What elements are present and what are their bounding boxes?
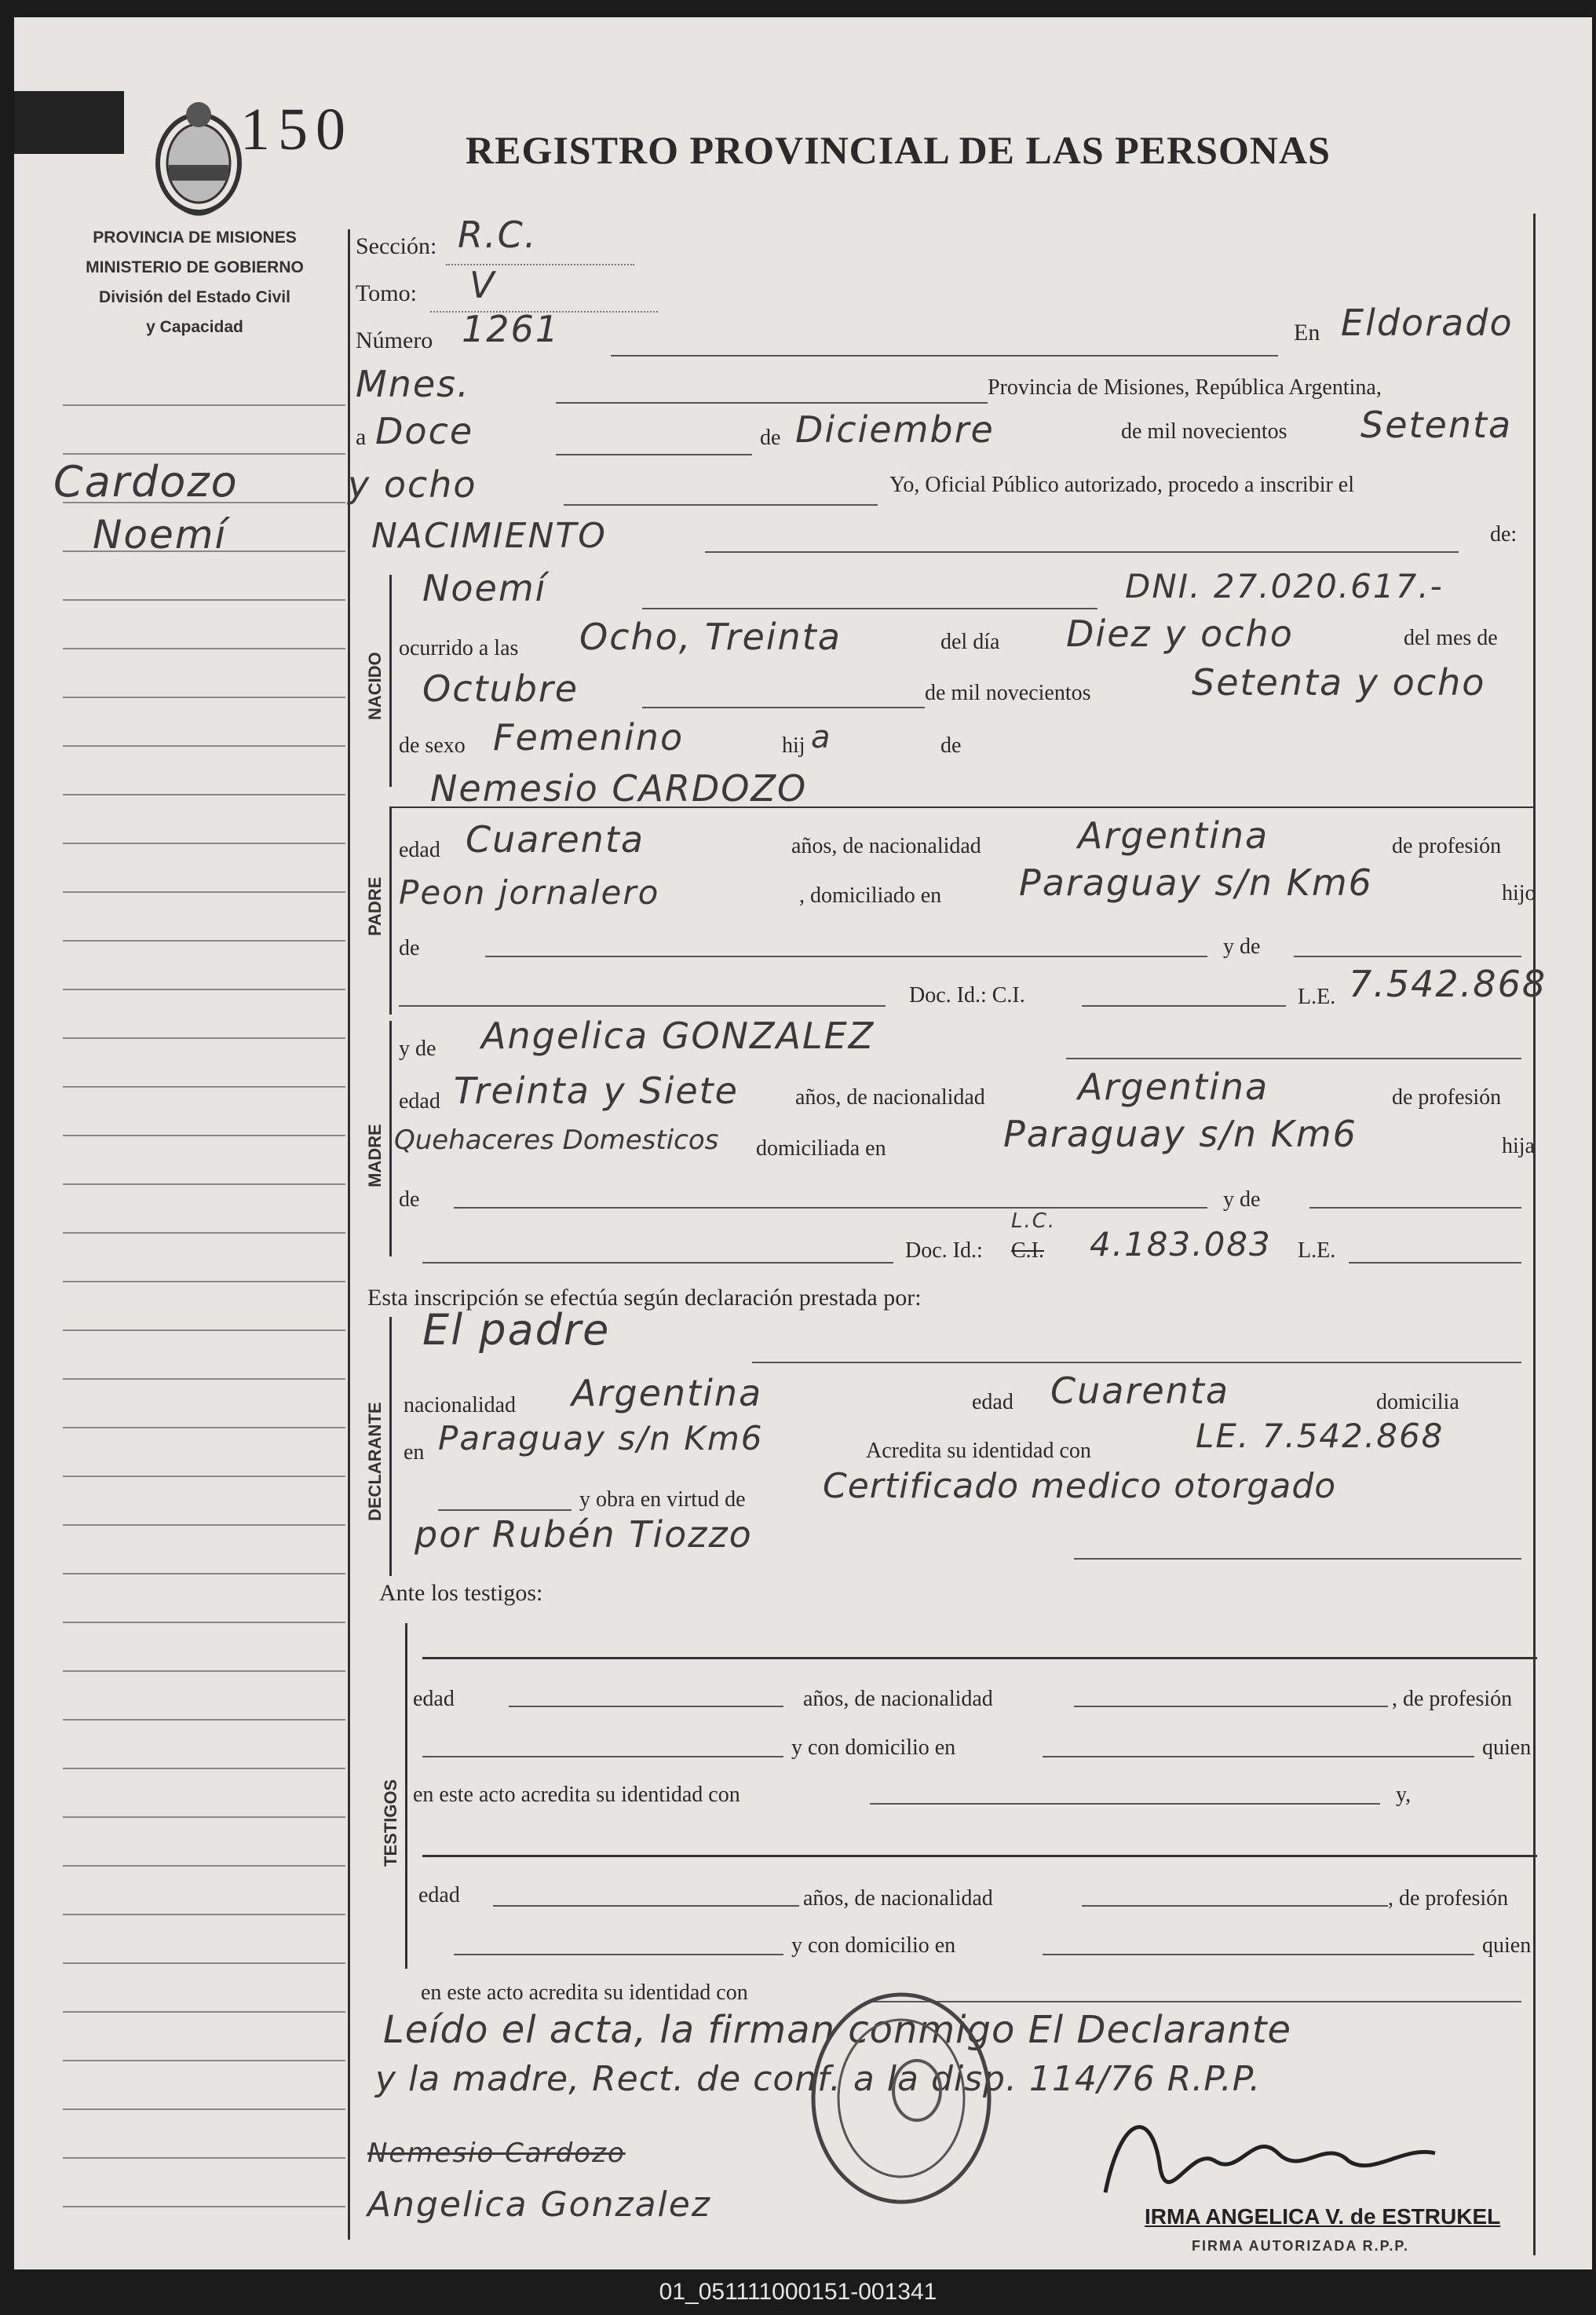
provincia-label: Provincia de Misiones, República Argentina, xyxy=(988,375,1382,400)
del-mes-label: del mes de xyxy=(1404,626,1498,650)
section-padre: PADRE xyxy=(365,876,385,936)
sexo-value: Femenino xyxy=(493,716,685,759)
madre-nacionalidad: Argentina xyxy=(1078,1066,1269,1108)
padre-nacionalidad: Argentina xyxy=(1078,814,1269,857)
madre-le-label: L.E. xyxy=(1298,1238,1336,1263)
testigo1-quien-label: quien xyxy=(1482,1735,1532,1760)
a-label: a xyxy=(356,424,367,450)
declarante-edad: Cuarenta xyxy=(1050,1370,1230,1412)
padre-domicilio: Paraguay s/n Km6 xyxy=(1019,861,1373,904)
declarante-documento: LE. 7.542.868 xyxy=(1196,1417,1444,1455)
hij-value: a xyxy=(811,719,832,755)
padre-nombre: Nemesio CARDOZO xyxy=(430,767,808,810)
numero-label: Número xyxy=(356,327,433,353)
coat-of-arms-icon xyxy=(144,85,254,226)
document-page xyxy=(14,17,1592,2269)
official-name: IRMA ANGELICA V. de ESTRUKEL xyxy=(1145,2204,1501,2229)
testigo1-nacionalidad-label: años, de nacionalidad xyxy=(803,1687,993,1711)
declarante-domicilia-label: domicilia xyxy=(1376,1390,1459,1414)
testigo2-domicilio-label: y con domicilio en xyxy=(791,1933,956,1958)
section-declarante: DECLARANTE xyxy=(365,1402,385,1521)
page-number: 150 xyxy=(240,97,353,163)
de-label: de xyxy=(760,426,781,450)
declarante-acredita-label: Acredita su identidad con xyxy=(866,1439,1091,1463)
testigos-intro: Ante los testigos: xyxy=(379,1580,543,1606)
testigo1-profesion-label: , de profesión xyxy=(1392,1687,1513,1711)
section-testigos: TESTIGOS xyxy=(381,1779,400,1867)
declarante-edad-label: edad xyxy=(972,1390,1013,1414)
madre-profesion: Quehaceres Domesticos xyxy=(394,1125,719,1156)
declarante-domicilio: Paraguay s/n Km6 xyxy=(438,1419,764,1457)
padre-y-de-label: y de xyxy=(1223,934,1261,959)
form-left-rule xyxy=(348,229,350,2240)
sexo-label: de sexo xyxy=(399,733,466,758)
ocurrido-label: ocurrido a las xyxy=(399,636,519,660)
madre-doc-type-struck: C.I. xyxy=(1011,1238,1044,1263)
tomo-value: V xyxy=(469,264,496,306)
section-nacido: NACIDO xyxy=(365,652,385,720)
padre-edad-label: edad xyxy=(399,838,440,862)
padre-profesion: Peon jornalero xyxy=(399,873,660,912)
nacido-dni: DNI. 27.020.617.- xyxy=(1125,567,1444,605)
testigo2-acredita-label: en este acto acredita su identidad con xyxy=(421,1980,748,2005)
oficial-label: Yo, Oficial Público autorizado, procedo a inscribir el xyxy=(889,473,1355,497)
org-line-2: MINISTERIO DE GOBIERNO xyxy=(86,258,304,276)
margin-surname: Cardozo xyxy=(53,457,239,507)
hij-label: hij xyxy=(782,733,805,758)
madre-doc-value: 4.183.083 xyxy=(1090,1225,1272,1264)
numero-value: 1261 xyxy=(462,308,561,350)
page-tab-mark xyxy=(14,91,124,154)
closing-line-1: Leído el acta, la firman conmigo El Declarante xyxy=(383,2008,1292,2052)
declarante-nacionalidad-label: nacionalidad xyxy=(404,1393,517,1417)
signature-mother: Angelica Gonzalez xyxy=(367,2185,711,2225)
en-label: En xyxy=(1294,320,1320,346)
anio-value: Setenta xyxy=(1360,404,1513,446)
official-signature-icon xyxy=(1090,2098,1498,2216)
madre-nombre: Angelica GONZALEZ xyxy=(481,1015,875,1057)
nacido-nombre: Noemí xyxy=(422,567,547,609)
declarante-certificado: Certificado medico otorgado xyxy=(823,1466,1337,1506)
madre-edad: Treinta y Siete xyxy=(454,1070,739,1112)
org-line-4: y Capacidad xyxy=(146,318,243,336)
madre-de-label: de xyxy=(399,1187,420,1212)
madre-doc-type-written: L.C. xyxy=(1011,1209,1057,1233)
dia-nacimiento: Diez y ocho xyxy=(1066,613,1294,655)
padre-hijo-label: hijo xyxy=(1502,881,1536,905)
testigo2-nacionalidad-label: años, de nacionalidad xyxy=(803,1886,993,1911)
padre-profesion-label: de profesión xyxy=(1392,834,1502,858)
declarante-intro: Esta inscripción se efectúa según declaración prestada por: xyxy=(367,1285,922,1311)
madre-edad-label: edad xyxy=(399,1089,440,1114)
document-title: REGISTRO PROVINCIAL DE LAS PERSONAS xyxy=(466,128,1331,172)
testigo1-y-label: y, xyxy=(1396,1783,1412,1807)
signature-father: Nemesio Cardozo xyxy=(367,2138,626,2169)
closing-line-2: y la madre, Rect. de conf. a la disp. 114/76 R.P.P. xyxy=(375,2059,1262,2099)
testigo1-acredita-label: en este acto acredita su identidad con xyxy=(413,1783,740,1807)
dia-value: Doce xyxy=(375,410,474,452)
testigo2-profesion-label: , de profesión xyxy=(1388,1886,1509,1911)
padre-de-label: de xyxy=(399,936,420,960)
tomo-label: Tomo: xyxy=(356,280,417,306)
official-role: FIRMA AUTORIZADA R.P.P. xyxy=(1192,2238,1410,2254)
declarante-nombre: El padre xyxy=(422,1305,611,1355)
madre-domicilio-label: domiciliada en xyxy=(756,1136,886,1161)
madre-domicilio: Paraguay s/n Km6 xyxy=(1003,1113,1357,1155)
testigo1-edad-label: edad xyxy=(413,1687,455,1711)
hora-value: Ocho, Treinta xyxy=(579,616,842,658)
mes-nacimiento: Octubre xyxy=(422,667,579,710)
mil-novecientos-nacido: de mil novecientos xyxy=(925,681,1091,705)
padre-edad: Cuarenta xyxy=(466,818,645,861)
padre-le-label: L.E. xyxy=(1298,985,1336,1009)
padre-domicilio-label: , domiciliado en xyxy=(799,883,942,908)
mil-novecientos-label: de mil novecientos xyxy=(1121,419,1287,444)
en-value: Eldorado xyxy=(1341,302,1514,344)
issuing-organization xyxy=(46,223,344,342)
testigo2-edad-label: edad xyxy=(418,1883,460,1907)
hij-de-label: de xyxy=(940,733,962,758)
margin-given-name: Noemí xyxy=(93,512,228,558)
anio-nacimiento: Setenta y ocho xyxy=(1192,661,1486,704)
acto-value: NACIMIENTO xyxy=(371,516,607,556)
section-madre: MADRE xyxy=(365,1124,385,1187)
madre-profesion-label: de profesión xyxy=(1392,1085,1502,1110)
form-right-rule xyxy=(1533,214,1536,2255)
padre-nacionalidad-label: años, de nacionalidad xyxy=(791,834,981,858)
testigo1-domicilio-label: y con domicilio en xyxy=(791,1735,956,1760)
madre-y-de2-label: y de xyxy=(1223,1187,1261,1212)
declarante-obra-label: y obra en virtud de xyxy=(579,1487,746,1512)
declarante-en-label: en xyxy=(404,1440,425,1465)
declarante-certificado-cont: por Rubén Tiozzo xyxy=(415,1513,753,1556)
org-line-3: División del Estado Civil xyxy=(99,288,290,306)
seccion-value: R.C. xyxy=(458,214,538,256)
seccion-label: Sección: xyxy=(356,233,437,259)
padre-docid-label: Doc. Id.: C.I. xyxy=(909,983,1025,1008)
madre-hija-label: hija xyxy=(1502,1134,1535,1158)
mes-value: Diciembre xyxy=(795,408,995,451)
declarante-nacionalidad: Argentina xyxy=(572,1372,763,1414)
padre-le-value: 7.542.868 xyxy=(1349,963,1547,1005)
de-colon-label: de: xyxy=(1490,522,1517,547)
org-line-1: PROVINCIA DE MISIONES xyxy=(93,229,297,247)
madre-nacionalidad-label: años, de nacionalidad xyxy=(795,1085,985,1110)
madre-docid-label: Doc. Id.: xyxy=(905,1238,983,1263)
testigo2-quien-label: quien xyxy=(1482,1933,1532,1958)
official-seal-icon xyxy=(807,1988,995,2208)
anio-value-continued: y ocho xyxy=(348,463,477,506)
image-id-footer: 01_051111000151-001341 xyxy=(0,2269,1596,2315)
del-dia-label: del día xyxy=(940,630,1000,654)
place-value: Mnes. xyxy=(356,363,470,405)
madre-y-de-label: y de xyxy=(399,1037,436,1061)
